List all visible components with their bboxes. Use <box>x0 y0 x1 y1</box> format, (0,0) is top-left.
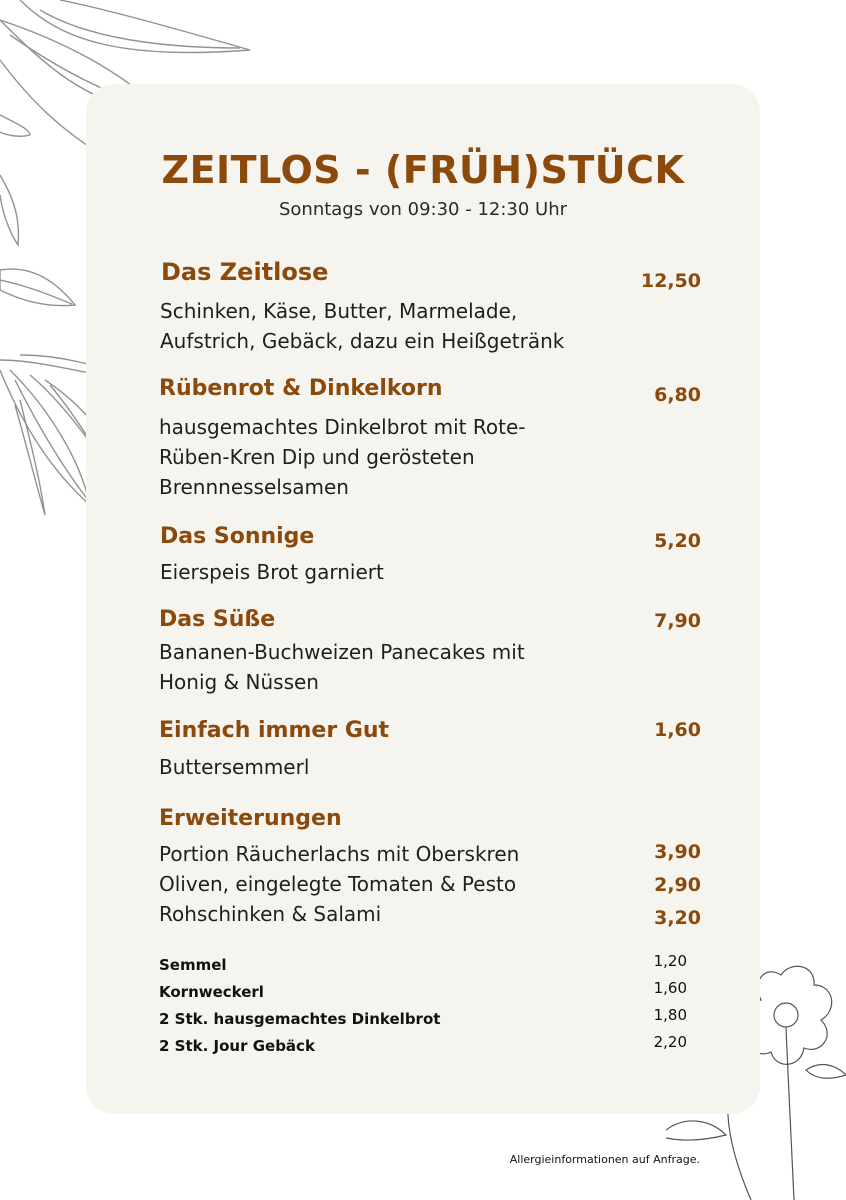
menu-title: ZEITLOS - (FRÜH)STÜCK <box>161 148 685 192</box>
allergy-note: Allergieinformationen auf Anfrage. <box>509 1153 700 1166</box>
extensions-heading: Erweiterungen <box>159 806 342 831</box>
menu-item-description: Eierspeis Brot garniert <box>160 560 384 584</box>
extension-price: 3,20 <box>654 907 701 929</box>
bread-item: Semmel <box>159 956 227 974</box>
bread-item: 2 Stk. Jour Gebäck <box>159 1037 315 1055</box>
menu-item-price: 7,90 <box>654 610 701 632</box>
menu-hours: Sonntags von 09:30 - 12:30 Uhr <box>278 199 568 220</box>
menu-item-description: Bananen-Buchweizen Panecakes mit Honig & Nüssen <box>159 640 525 694</box>
menu-item-price: 1,60 <box>654 719 701 741</box>
bread-price: 1,20 <box>653 952 687 970</box>
menu-item-name: Einfach immer Gut <box>159 718 390 743</box>
bread-price: 2,20 <box>653 1033 687 1051</box>
extension-price: 2,90 <box>654 874 701 896</box>
extension-item: Portion Räucherlachs mit Oberskren <box>159 842 520 866</box>
bread-price: 1,60 <box>653 979 687 997</box>
bread-price: 1,80 <box>653 1006 687 1024</box>
extension-item: Oliven, eingelegte Tomaten & Pesto <box>159 872 517 896</box>
menu-item-price: 12,50 <box>640 270 701 292</box>
bread-item: Kornweckerl <box>159 983 264 1001</box>
menu-item-description: Schinken, Käse, Butter, Marmelade, Aufstrich, Gebäck, dazu ein Heißgetränk <box>160 299 565 353</box>
menu-item-price: 5,20 <box>654 530 701 552</box>
extension-price: 3,90 <box>654 841 701 863</box>
menu-item-name: Rübenrot & Dinkelkorn <box>159 376 443 401</box>
menu-item-description: hausgemachtes Dinkelbrot mit Rote- Rüben-Kren Dip und gerösteten Brennnesselsamen <box>159 415 526 499</box>
extension-item: Rohschinken & Salami <box>159 902 382 926</box>
menu-item-name: Das Sonnige <box>160 524 315 549</box>
menu-item-description: Buttersemmerl <box>159 755 310 779</box>
bread-item: 2 Stk. hausgemachtes Dinkelbrot <box>159 1010 441 1028</box>
menu-item-price: 6,80 <box>654 384 701 406</box>
menu-item-name: Das Zeitlose <box>161 258 329 286</box>
menu-item-name: Das Süße <box>159 607 276 632</box>
